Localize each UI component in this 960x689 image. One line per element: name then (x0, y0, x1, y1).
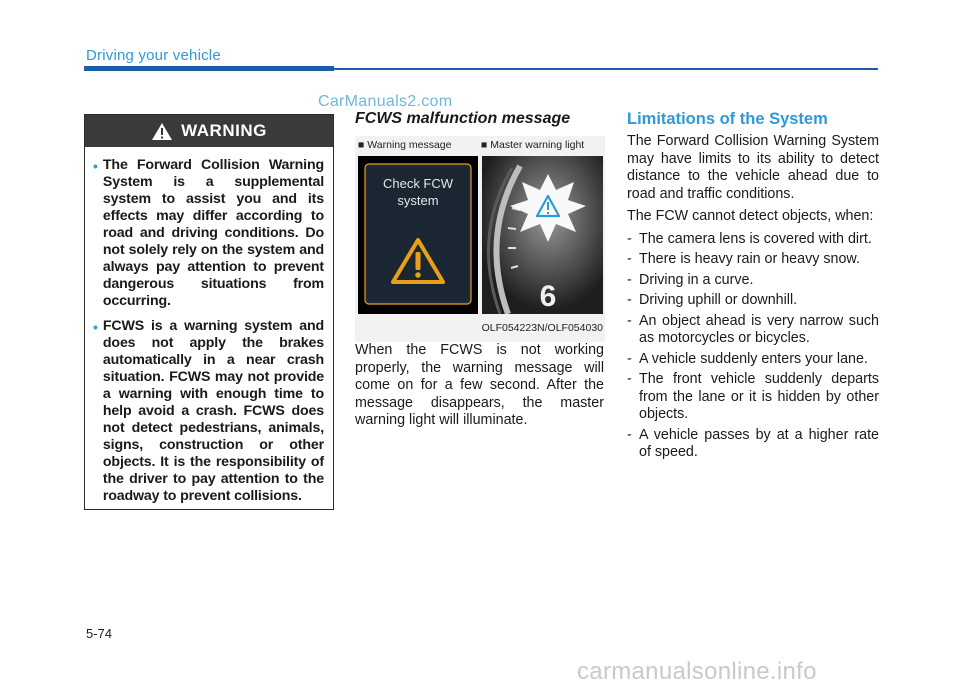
dash-marker: - (627, 426, 632, 443)
list-item-text: Driving in a curve. (639, 271, 754, 288)
dash-marker: - (627, 371, 632, 387)
list-item (627, 231, 879, 249)
cluster-display-image (358, 156, 478, 314)
dash-marker: - (627, 271, 632, 288)
limitations-heading: Limitations of the System (627, 110, 828, 128)
list-item (627, 313, 879, 348)
bullet-icon: • (93, 319, 98, 335)
warning-triangle-icon (151, 122, 173, 141)
warning-box (84, 114, 334, 510)
dash-marker: - (627, 312, 632, 329)
header-rule-thin (334, 68, 878, 70)
warning-header (85, 115, 333, 147)
malfunction-body: When the FCWS is not working properly, the warning message will come on for a few second. After the message disappears, the master warning light will illuminate. (355, 342, 604, 428)
watermark-top: CarManuals2.com (318, 93, 453, 110)
warning-list (85, 147, 333, 505)
display-text-line2: system (397, 193, 439, 208)
list-item (627, 351, 879, 369)
gauge-image (482, 156, 603, 314)
list-item (627, 251, 879, 269)
malfunction-figure (355, 136, 605, 342)
list-item-text: The camera lens is covered with dirt. (639, 230, 872, 247)
warning-item (93, 318, 324, 505)
gauge-number: 6 (539, 280, 557, 313)
header-rule-thick (84, 66, 334, 71)
dash-marker: - (627, 251, 632, 267)
list-item-text: Driving uphill or downhill. (639, 292, 798, 308)
figure-code: OLF054223N/OLF054030 (481, 322, 603, 334)
list-item (627, 371, 879, 424)
list-item (627, 292, 879, 310)
warning-item-text: The Forward Collision Warning System is a supplemental system to assist you and its effects may differ according to road and driving conditions. Do not solely rely on the system and always pay attention to prevent dangerous situations from occurring. (102, 157, 324, 309)
section-title: Driving your vehicle (86, 47, 221, 64)
dash-marker: - (627, 230, 632, 247)
figure-caption-right: ■ Master warning light (481, 139, 585, 151)
list-item-text: The front vehicle suddenly departs from the lane or it is hidden by other objects. (639, 371, 879, 422)
list-item (627, 272, 879, 290)
malfunction-heading: FCWS malfunction message (355, 110, 571, 127)
watermark-bottom: carmanualsonline.info (577, 658, 817, 685)
warning-title: WARNING (181, 121, 267, 140)
bullet-icon: • (93, 158, 98, 174)
list-item (627, 427, 879, 462)
dash-marker: - (627, 350, 632, 367)
list-item-text: A vehicle suddenly enters your lane. (639, 350, 868, 367)
list-item-text: There is heavy rain or heavy snow. (639, 251, 860, 267)
master-warning-panel (482, 156, 603, 314)
page-number: 5-74 (86, 626, 113, 641)
limitations-list (627, 231, 879, 462)
dash-marker: - (627, 292, 632, 308)
limitations-intro: The Forward Collision Warning System may have limits to its ability to detect distance to the vehicle ahead due to road and traffic conditions. (627, 133, 879, 202)
warning-item (93, 157, 324, 310)
display-text-line1: Check FCW (382, 176, 454, 191)
figure-caption-left: ■ Warning message (358, 139, 452, 151)
list-item-text: An object ahead is very narrow such as motorcycles or bicycles. (639, 312, 879, 346)
list-item-text: A vehicle passes by at a higher rate of speed. (639, 426, 879, 460)
warning-message-panel (358, 156, 478, 314)
limitations-content (627, 133, 879, 465)
limitations-lead: The FCW cannot detect objects, when: (627, 208, 874, 224)
warning-item-text: FCWS is a warning system and does not apply the brakes automatically in a near crash situation. FCWS may not provide a warning with enough time to help avoid a crash. FCWS does not detect pedestrians, animals, signs, construction or other objects. It is the responsibility of the driver to pay attention to the roadway to prevent collisions. (102, 318, 324, 504)
